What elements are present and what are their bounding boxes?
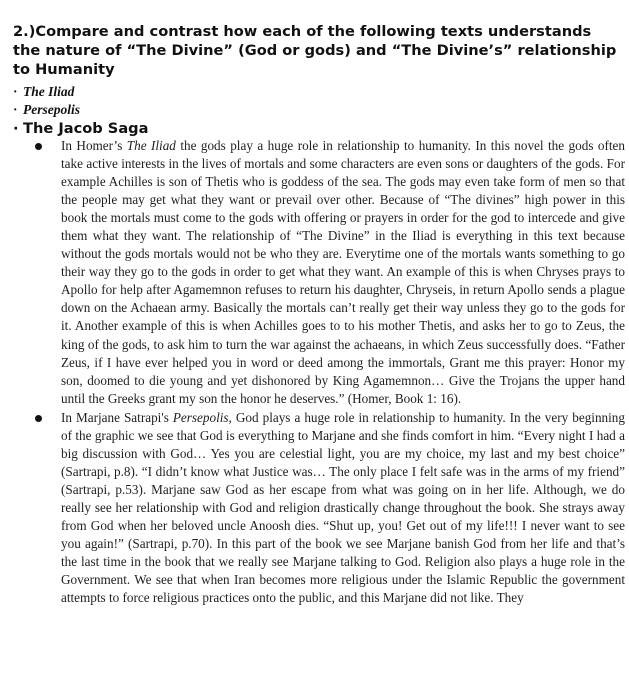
answer-text-after: , God plays a huge role in relationship to humanity. In the very beginning of the graphic we see that God is everything to Marjane and she finds comfort in him. “Every night I had a big discussion with God… Yes you are celestial light, you are my choice, my last and my best choice” (Sartrapi, p.8). “I didn’t know what Justice was… The only place I felt safe was in the arms of my friend” (Sartrapi, p.53). Marjane saw God as her escape from what was going on in her life. Although, we do really see her relationship with God and religion drastically change throughout the book. She strays away from God when her beloved uncle Anoosh dies. “Shut up, you! Get out of my life!!! I never want to see you again!” (Sartrapi, p.70). In this part of the book we see Marjane banish God from her life and that’s the last time in the book that we really see Marjane talking to God. Religion also plays a huge role in the Government. We see that when Iran becomes more religious under the Islamic Republic the government attempts to force religious practices onto the public, and this Marjane did not like. They: [61, 409, 625, 606]
list-bullet: ·: [13, 84, 18, 99]
bullet-dot-icon: [35, 143, 42, 150]
text-item-label: The Jacob Saga: [23, 120, 149, 137]
page-bottom-fade: [0, 692, 629, 700]
answer-list: [33, 137, 625, 607]
list-bullet: ·: [13, 102, 18, 117]
text-item-iliad: [13, 83, 148, 101]
bullet-dot-icon: [35, 415, 42, 422]
answer-iliad: [33, 137, 625, 408]
answer-text-before: In Homer’s: [61, 138, 127, 153]
texts-list: [13, 83, 148, 139]
text-item-jacob-saga: [13, 119, 148, 139]
answer-book-title: Persepolis: [172, 409, 229, 425]
answer-text-after: the gods play a huge role in relationship to humanity. In this novel the gods often take active interests in the lives of mortals and some characters are even sons or daughters of the gods. For example Achilles is son of Thetis who is goddess of the sea. The gods may even take form of men so that the people may get what they want or prevail over other. Because of “The divines” high power in this book the mortals must come to the gods with offering or prayers in order for the god to intercede and give them what they want. The relationship of “The Divine” in the Iliad is everything in this text because without the gods mortals would not be who they are. Everytime one of the mortals wants something to go their way they go to the gods in order to get what they want. An example of this is when Chryses prays to Apollo for help after Agamemnon refuses to return his daughter, Chryseis, in return Apollo sends a plague down on the Achaean army. Basically the mortals can’t really get their way unless they go to the gods for it. Another example of this is when Achilles goes to to his mother Thetis, and asks her to go to Zeus, the king of the gods, to ask him to turn the war against the achaeans, in which Zeus successfully does. “Father Zeus, if I have ever helped you in word or deed among the immortals, Grant me this prayer: Honor my son, doomed to die young and yet dishonored by King Agamemnon… Give the Trojans the upper hand until the Greeks grant my son the honor he deserves.” (Homer, Book 1: 16).: [61, 138, 625, 406]
answer-persepolis: [33, 409, 625, 608]
text-item-label: Persepolis: [23, 102, 80, 117]
question-heading: 2.)Compare and contrast how each of the following texts understands the nature of “The Divine” (God or gods) and “The Divine’s” relationship to Humanity: [13, 23, 617, 78]
answer-text-before: In Marjane Satrapi's: [61, 409, 173, 425]
text-item-persepolis: [13, 101, 148, 119]
answer-book-title: The Iliad: [126, 138, 176, 153]
list-bullet: ·: [13, 120, 19, 137]
text-item-label: The Iliad: [23, 84, 75, 99]
